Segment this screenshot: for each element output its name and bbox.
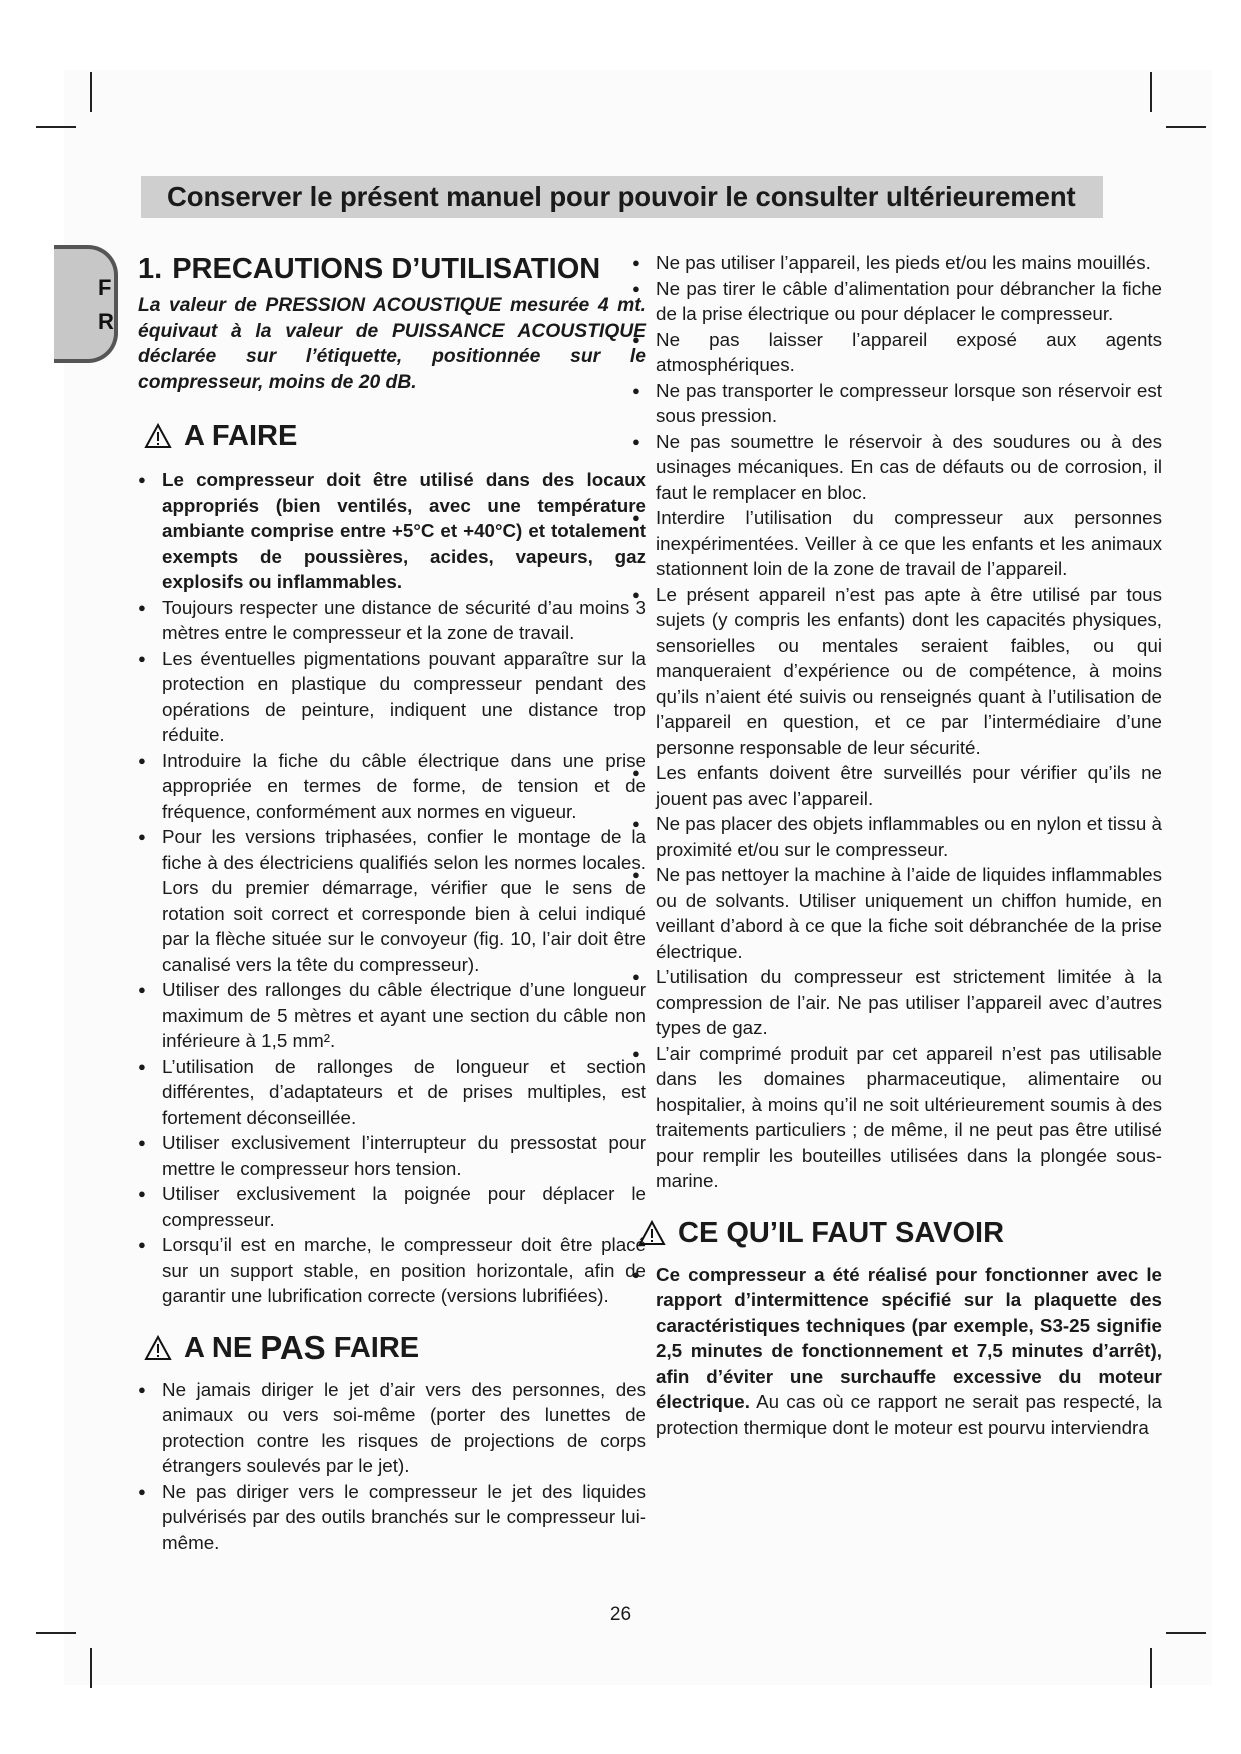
- a-ne-pas-faire-title-a: A NE: [184, 1331, 253, 1364]
- a-faire-heading: [138, 417, 646, 455]
- warning-icon: [638, 1220, 666, 1246]
- list-item: ● Ne jamais diriger le jet d’air vers des personnes, des animaux ou vers soi-même (porter des lunettes de protection contre les risques de projections de corps étrangers soulevés par le jet).: [138, 1377, 646, 1479]
- list-item: ● Ne pas laisser l’appareil exposé aux agents atmosphériques.: [632, 327, 1162, 378]
- list-item: ● Utiliser exclusivement la poignée pour déplacer le compresseur.: [138, 1181, 646, 1232]
- crop-mark: [36, 1632, 76, 1634]
- list-item: ● Ne pas transporter le compresseur lorsque son réservoir est sous pression.: [632, 378, 1162, 429]
- list-item: ● Le compresseur doit être utilisé dans des locaux appropriés (bien ventilés, avec une température ambiante comprise entre +5°C et +40°C) et totalement exempts de poussières, acides, vapeurs, gaz explosifs ou inflammables.: [138, 467, 646, 595]
- list-item: ● Ne pas nettoyer la machine à l’aide de liquides inflammables ou de solvants. Utiliser uniquement un chiffon humide, en veillant d’abord à ce que la fiche soit débranchée de la prise électrique.: [632, 862, 1162, 964]
- section-number: 1.: [138, 253, 163, 285]
- crop-mark: [1150, 1648, 1152, 1688]
- list-item: ● Ne pas diriger vers le compresseur le jet des liquides pulvérisés par des outils branchés sur le compresseur lui-même.: [138, 1479, 646, 1556]
- warning-icon: [144, 1335, 172, 1361]
- a-ne-pas-faire-title-b: FAIRE: [333, 1331, 420, 1364]
- a-ne-pas-faire-title-pas: PAS: [260, 1328, 326, 1366]
- language-letter-r: R: [98, 309, 114, 334]
- page-number: 26: [609, 1604, 632, 1625]
- list-item: ● Toujours respecter une distance de sécurité d’au moins 3 mètres entre le compresseur et la zone de travail.: [138, 595, 646, 646]
- list-item: ● Utiliser des rallonges du câble électrique d’une longueur maximum de 5 mètres et ayant une section du câble non inférieure à 1,5 mm².: [138, 977, 646, 1054]
- a-faire-title: A FAIRE: [184, 420, 298, 452]
- a-ne-pas-faire-list-left: [138, 1377, 646, 1556]
- list-item: ● L’air comprimé produit par cet appareil n’est pas utilisable dans les domaines pharmaceutique, alimentaire ou hospitalier, à moins qu’il ne soit ultérieurement soumis à des traitements particuliers ; de même, il ne peut pas être utilisé pour remplir les bouteilles utilisées dans la plongée sous-marine.: [632, 1041, 1162, 1194]
- list-item: ● Les éventuelles pigmentations pouvant apparaître sur la protection en plastique du compresseur pendant des opérations de peinture, indiquent une distance trop réduite.: [138, 646, 646, 748]
- a-faire-list: [138, 467, 646, 1309]
- a-ne-pas-faire-heading: [138, 1329, 646, 1367]
- a-ne-pas-faire-list-right: [632, 250, 1162, 1194]
- list-item: ● Pour les versions triphasées, confier le montage de la fiche à des électriciens qualifiés selon les normes locales. Lors du premier démarrage, vérifier que le sens de rotation soit correct et corresponde bien à celui indiqué par la flèche située sur le convoyeur (fig. 10, l’air doit être canalisé vers la tête du compresseur).: [138, 824, 646, 977]
- ce-quil-faut-savoir-heading: [632, 1214, 1162, 1252]
- ce-quil-faut-savoir-list: [632, 1262, 1162, 1441]
- ce-quil-faut-savoir-title: CE QU’IL FAUT SAVOIR: [678, 1216, 1005, 1249]
- crop-mark: [36, 126, 76, 128]
- list-item: ● Introduire la fiche du câble électrique dans une prise appropriée en termes de forme, de tension et de fréquence, conformément aux normes en vigueur.: [138, 748, 646, 825]
- acoustic-note: La valeur de PRESSION ACOUSTIQUE mesurée 4 mt. équivaut à la valeur de PUISSANCE ACOUSTIQUE déclarée sur l’étiquette, positionnée sur le compresseur, moins de 20 dB.: [138, 295, 646, 393]
- crop-mark: [1166, 126, 1206, 128]
- crop-mark: [1166, 1632, 1206, 1634]
- crop-mark: [90, 72, 92, 112]
- list-item: ● Utiliser exclusivement l’interrupteur du pressostat pour mettre le compresseur hors tension.: [138, 1130, 646, 1181]
- list-item: [632, 1262, 1162, 1441]
- left-column: [138, 250, 646, 1555]
- language-letter-f: F: [98, 275, 112, 300]
- right-column: [632, 250, 1162, 1440]
- list-item: ● Ne pas tirer le câble d’alimentation pour débrancher la fiche de la prise électrique ou pour déplacer le compresseur.: [632, 276, 1162, 327]
- list-item: ● Ne pas utiliser l’appareil, les pieds et/ou les mains mouillés.: [632, 250, 1162, 276]
- language-tab: [54, 245, 118, 363]
- list-item: ● Lorsqu’il est en marche, le compresseur doit être placé sur un support stable, en position horizontale, afin de garantir une lubrification correcte (versions lubrifiées).: [138, 1232, 646, 1309]
- header-banner: Conserver le présent manuel pour pouvoir le consulter ultérieurement: [141, 176, 1103, 218]
- list-item: ● Interdire l’utilisation du compresseur aux personnes inexpérimentées. Veiller à ce que les enfants et les animaux stationnent loin de la zone de travail de l’appareil.: [632, 505, 1162, 582]
- list-item: ● Ne pas placer des objets inflammables ou en nylon et tissu à proximité et/ou sur le compresseur.: [632, 811, 1162, 862]
- section-title: PRECAUTIONS D’UTILISATION: [172, 253, 601, 285]
- list-item: ● Les enfants doivent être surveillés pour vérifier qu’ils ne jouent pas avec l’appareil.: [632, 760, 1162, 811]
- list-item: ● L’utilisation du compresseur est strictement limitée à la compression de l’air. Ne pas utiliser l’appareil avec d’autres types de gaz.: [632, 964, 1162, 1041]
- duty-cycle-bold-text: Ce compresseur a été réalisé pour fonctionner avec le rapport d’intermittence spécifié sur la plaquette des caractéristiques techniques (par exemple, S3-25 signifie 2,5 minutes de fonctionnement et 7,5 minutes d’arrêt), afin d’éviter une surchauffe excessive du moteur électrique.: [656, 1263, 1162, 1412]
- list-item: ● L’utilisation de rallonges de longueur et section différentes, d’adaptateurs et de prises multiples, est fortement déconseillée.: [138, 1054, 646, 1131]
- list-item: ● Le présent appareil n’est pas apte à être utilisé par tous sujets (y compris les enfants) dont les capacités physiques, sensorielles ou mentales seraient faibles, ou qui manqueraient d’expérience ou de compétence, à moins qu’ils n’aient été suivis ou renseignés quant à l’utilisation de l’appareil en question, et ce par l’intermédiaire d’une personne responsable de leur sécurité.: [632, 582, 1162, 761]
- list-item: ● Ne pas soumettre le réservoir à des soudures ou à des usinages mécaniques. En cas de défauts ou de corrosion, il faut le remplacer en bloc.: [632, 429, 1162, 506]
- crop-mark: [1150, 72, 1152, 112]
- section-heading: [138, 250, 646, 288]
- warning-icon: [144, 423, 172, 449]
- crop-mark: [90, 1648, 92, 1688]
- duty-cycle-text: Au cas où ce rapport ne serait pas respecté, la protection thermique dont le moteur est pourvu interviendra: [656, 1391, 1162, 1438]
